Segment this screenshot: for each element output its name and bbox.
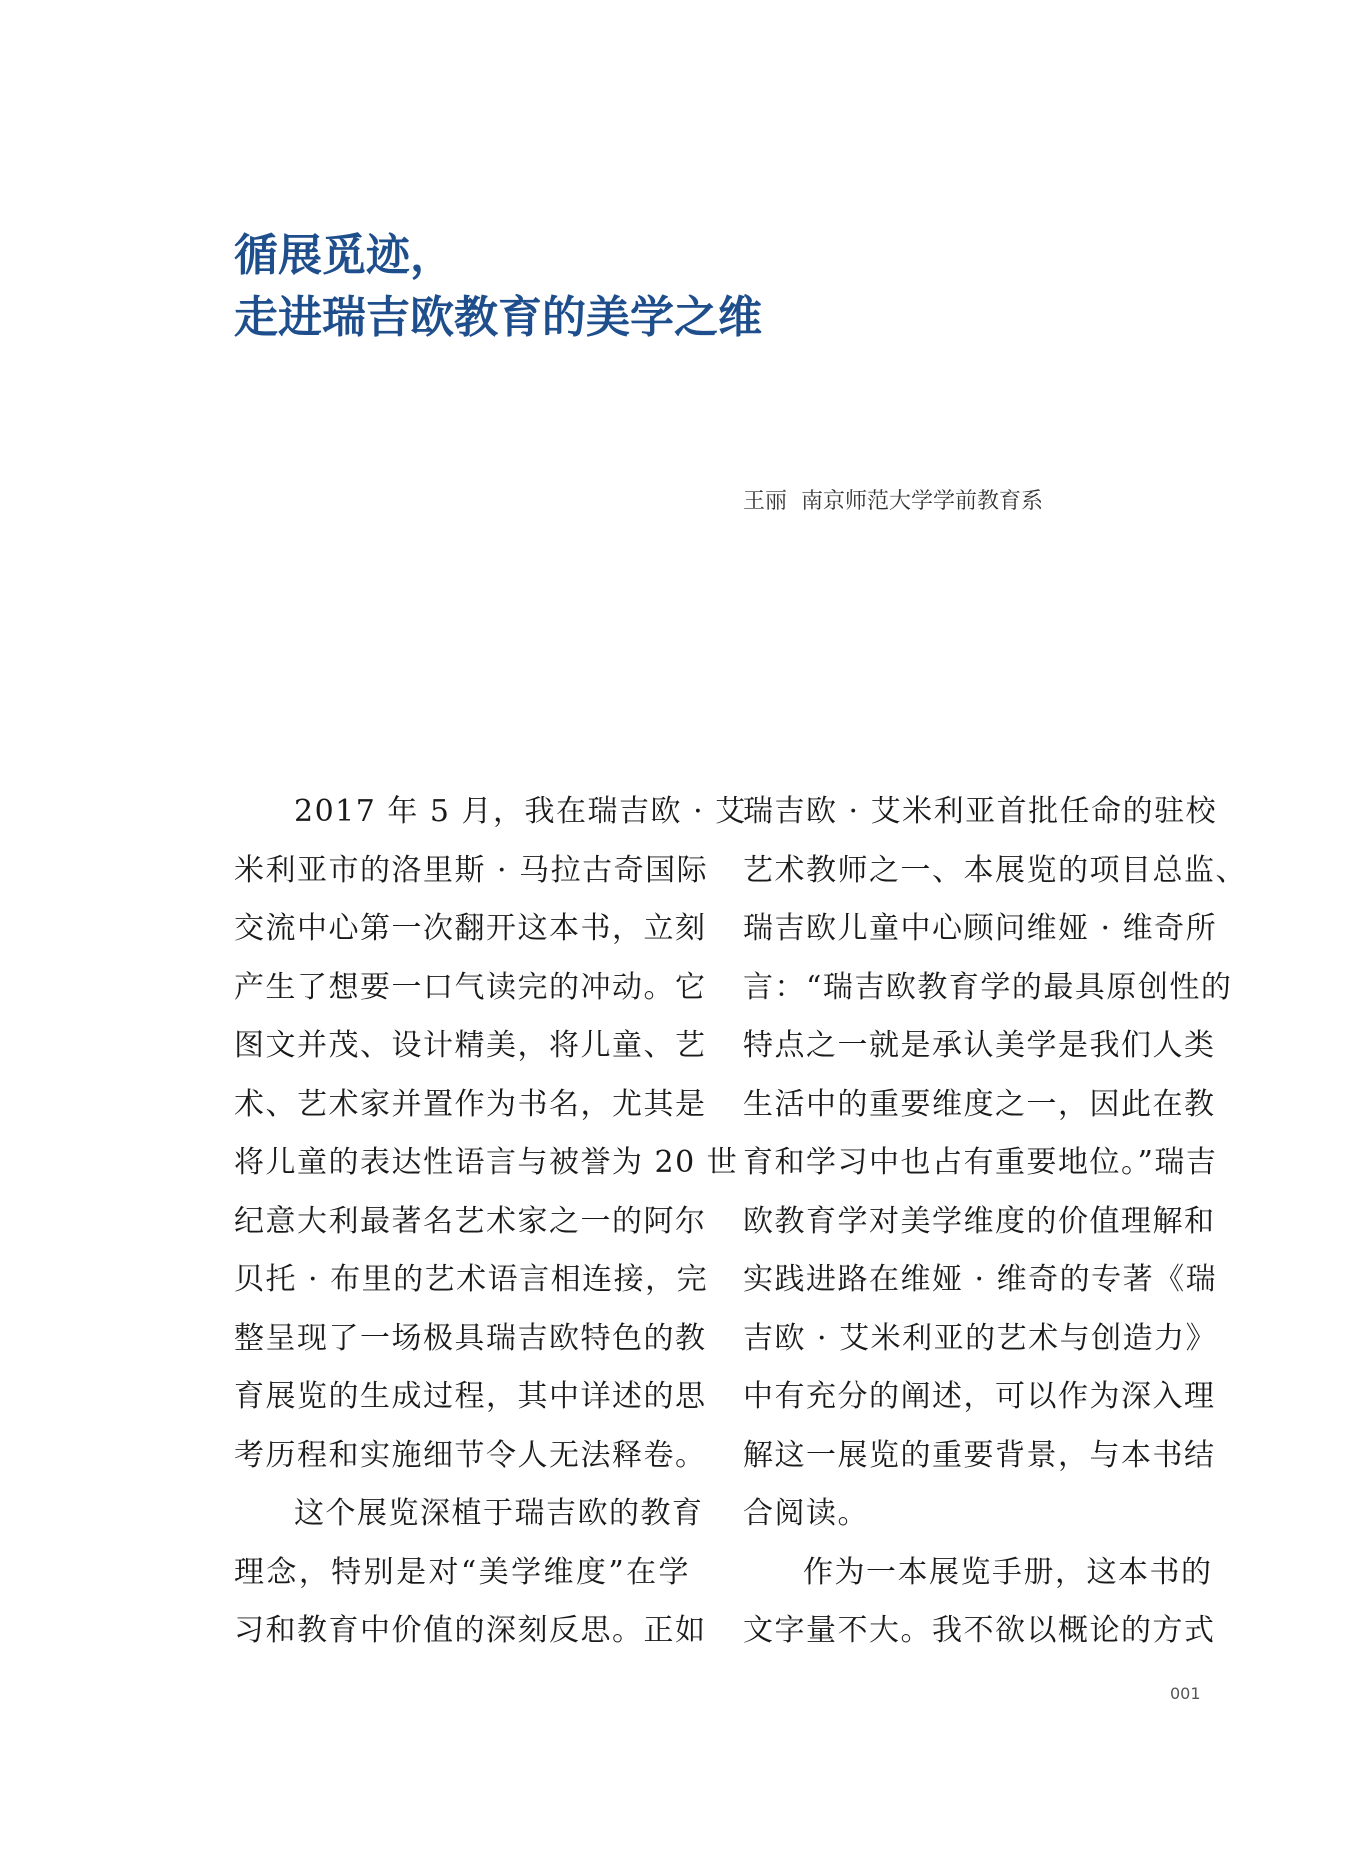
body-line: 瑞吉欧儿童中心顾问维娅 · 维奇所 [743, 911, 1218, 946]
body-line: 文字量不大。我不欲以概论的方式 [743, 1613, 1216, 1648]
body-line: 米利亚市的洛里斯 · 马拉古奇国际 [234, 852, 709, 888]
author-affiliation: 南京师范大学学前教育系 [801, 489, 1044, 514]
body-line: 贝托 · 布里的艺术语言相连接，完 [234, 1262, 709, 1297]
body-line: 将儿童的表达性语言与被誉为 20 世 [234, 1145, 739, 1180]
body-line: 术、艺术家并置作为书名，尤其是 [234, 1086, 707, 1122]
body-line: 合阅读。 [743, 1496, 869, 1531]
author-byline [743, 487, 1043, 517]
body-line: 实践进路在维娅 · 维奇的专著《瑞 [743, 1262, 1218, 1297]
body-line: 纪意大利最著名艺术家之一的阿尔 [234, 1203, 707, 1239]
page-number: 001 [1170, 1684, 1201, 1703]
body-line: 整呈现了一场极具瑞吉欧特色的教 [234, 1320, 707, 1356]
body-line: 特点之一就是承认美学是我们人类 [743, 1028, 1216, 1063]
body-line: 吉欧 · 艾米利亚的艺术与创造力》 [743, 1320, 1218, 1356]
author-name: 王丽 [743, 489, 788, 514]
body-line: 理念，特别是对“美学维度”在学 [234, 1554, 690, 1590]
body-line: 这个展览深植于瑞吉欧的教育 [294, 1496, 704, 1531]
body-line: 2017 年 5 月，我在瑞吉欧 · 艾 [294, 794, 747, 829]
body-line: 欧教育学对美学维度的价值理解和 [743, 1203, 1216, 1239]
article-title-line-1: 循展觅迹， [234, 230, 454, 281]
body-line: 育和学习中也占有重要地位。”瑞吉 [743, 1145, 1218, 1180]
body-column-left [234, 783, 747, 1661]
body-line: 交流中心第一次翻开这本书，立刻 [234, 911, 707, 946]
body-line: 作为一本展览手册，这本书的 [803, 1554, 1213, 1590]
article-title-line-2: 走进瑞吉欧教育的美学之维 [234, 292, 762, 343]
body-line: 解这一展览的重要背景，与本书结 [743, 1437, 1216, 1473]
body-line: 瑞吉欧 · 艾米利亚首批任命的驻校 [743, 794, 1218, 829]
body-column-right [743, 783, 1247, 1661]
article-title [234, 225, 762, 349]
body-line: 产生了想要一口气读完的冲动。它 [234, 969, 707, 1005]
body-line: 中有充分的阐述，可以作为深入理 [743, 1379, 1216, 1414]
body-line: 习和教育中价值的深刻反思。正如 [234, 1613, 707, 1648]
body-line: 图文并茂、设计精美，将儿童、艺 [234, 1028, 707, 1063]
body-line: 考历程和实施细节令人无法释卷。 [234, 1437, 707, 1473]
body-line: 育展览的生成过程，其中详述的思 [234, 1379, 707, 1414]
body-line: 艺术教师之一、本展览的项目总监、 [743, 852, 1247, 888]
body-line: 言：“瑞吉欧教育学的最具原创性的 [743, 969, 1233, 1005]
body-line: 生活中的重要维度之一，因此在教 [743, 1086, 1216, 1122]
